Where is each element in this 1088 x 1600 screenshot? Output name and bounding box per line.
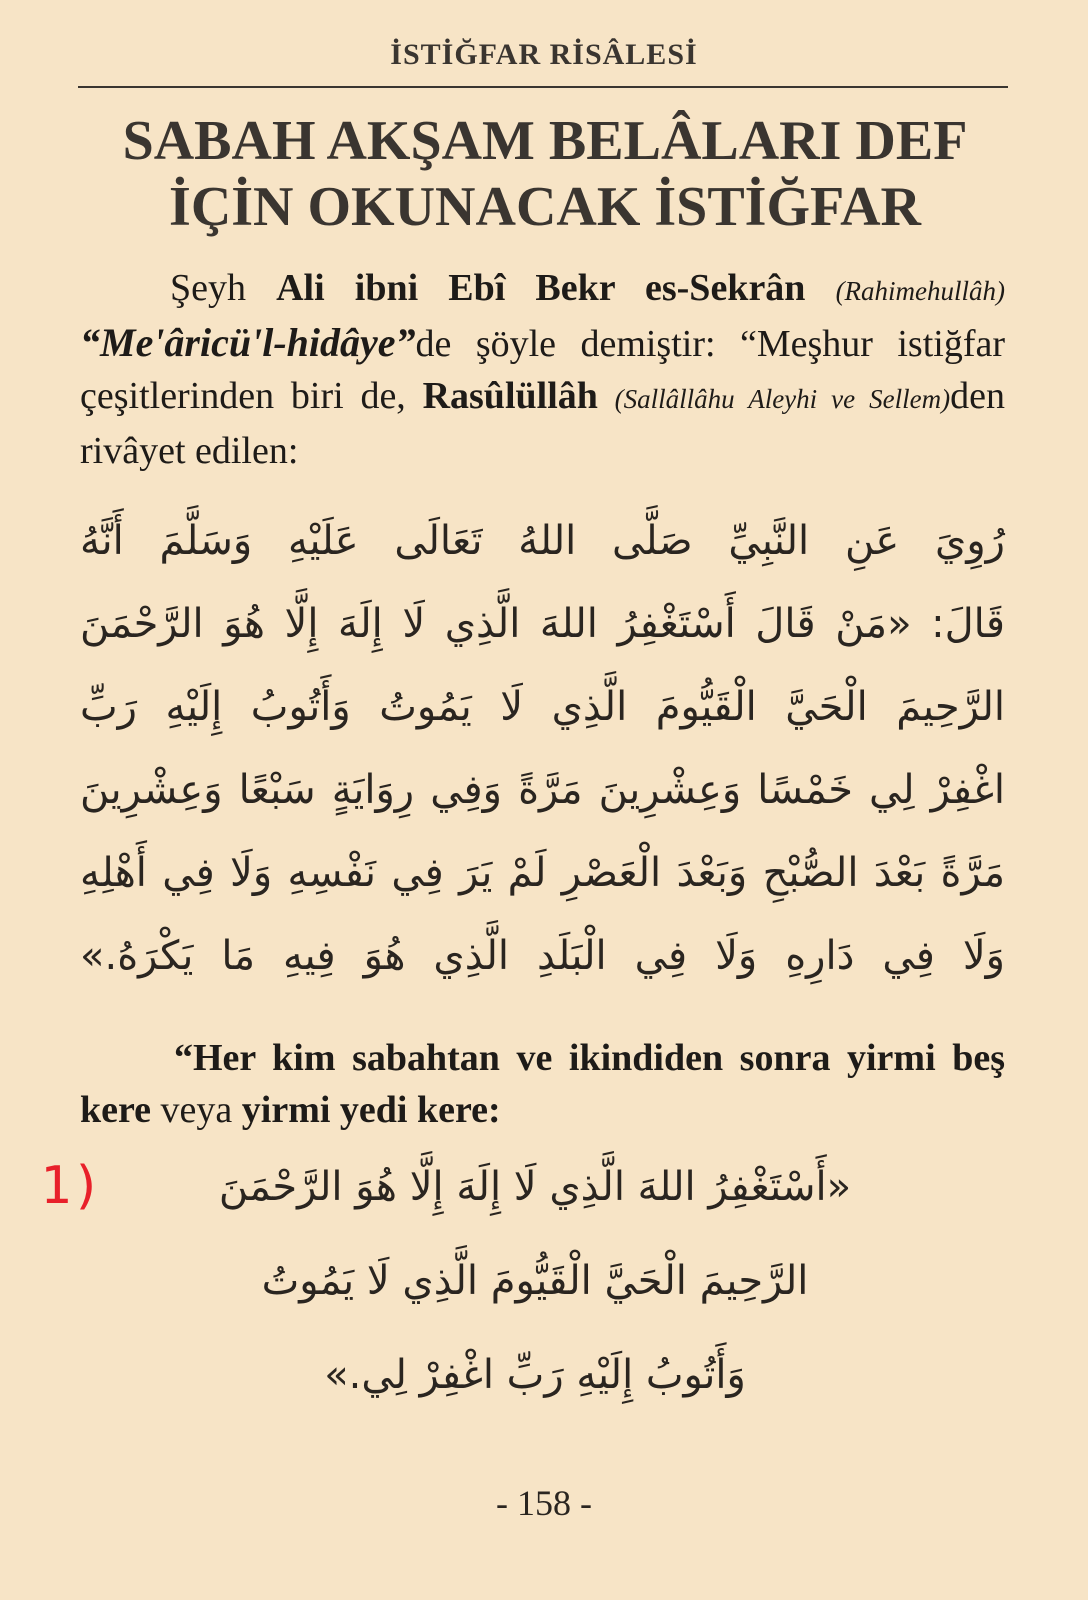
intro-text-2: de şöyle demiştir: “Meşhur istiğfar çeşitlerinden biri de, [80,323,1005,417]
intro-space-3 [598,375,615,417]
section-title-line-1: SABAH AKŞAM BELÂLARI DEF [122,110,968,172]
arabic-dua [140,1140,930,1422]
instruction-bold-1: “Her kim sabahtan ve ikindiden sonra yirmi beş kere [80,1037,1005,1131]
intro-text-1: Şeyh [170,267,277,309]
instruction-text: veya [151,1089,242,1131]
arabic-dua-line: الرَّحِيمَ الْحَيَّ الْقَيُّومَ الَّذِي لَا يَمُوتُ [261,1258,809,1304]
rasulullah-name: Rasûlüllâh [422,375,598,417]
intro-paragraph [80,262,1005,477]
book-title: “Me'âricü'l-hidâye” [80,320,416,365]
salavat-note: (Sallâllâhu Aleyhi ve Sellem) [614,384,951,414]
section-title [70,108,1020,240]
section-title-line-2: İÇİN OKUNACAK İSTİĞFAR [169,176,921,238]
arabic-hadith-line: مَرَّةً بَعْدَ الصُّبْحِ وَبَعْدَ الْعَصْرِ لَمْ يَرَ فِي نَفْسِهِ وَلَا فِي أَهْلِهِ [80,850,1005,896]
running-header: İSTİĞFAR RİSÂLESİ [390,38,698,71]
annotation-marker: 1) [40,1156,103,1216]
arabic-hadith-line: اغْفِرْ لِي خَمْسًا وَعِشْرِينَ مَرَّةً وَفِي رِوَايَةٍ سَبْعًا وَعِشْرِينَ [80,767,1005,813]
arabic-hadith [80,500,1005,998]
author-name: Ali ibni Ebî Bekr es-Sekrân [276,267,806,309]
arabic-hadith-line: وَلَا فِي دَارِهِ وَلَا فِي الْبَلَدِ الَّذِي هُوَ فِيهِ مَا يَكْرَهُ.» [80,933,1005,979]
arabic-hadith-line: الرَّحِيمَ الْحَيَّ الْقَيُّومَ الَّذِي لَا يَمُوتُ وَأَتُوبُ إِلَيْهِ رَبِّ [80,684,1005,730]
intro-text-3: den rivâyet edilen: [80,375,1006,472]
arabic-hadith-line: رُوِيَ عَنِ النَّبِيِّ صَلَّى اللهُ تَعَالَى عَلَيْهِ وَسَلَّمَ أَنَّهُ [80,518,1005,564]
instruction-paragraph [80,1032,1005,1136]
header-rule [78,86,1008,88]
arabic-hadith-line: قَالَ: «مَنْ قَالَ أَسْتَغْفِرُ اللهَ الَّذِي لَا إِلَهَ إِلَّا هُوَ الرَّحْمَنَ [80,601,1005,647]
rahimehullah-note: (Rahimehullâh) [835,276,1006,306]
intro-space-1 [805,267,835,309]
arabic-dua-line: «أَسْتَغْفِرُ اللهَ الَّذِي لَا إِلَهَ إِلَّا هُوَ الرَّحْمَنَ [218,1164,852,1210]
page-number: - 158 - [496,1483,592,1523]
instruction-bold-2: yirmi yedi kere: [241,1089,501,1131]
arabic-dua-line: وَأَتُوبُ إِلَيْهِ رَبِّ اغْفِرْ لِي.» [324,1352,746,1398]
